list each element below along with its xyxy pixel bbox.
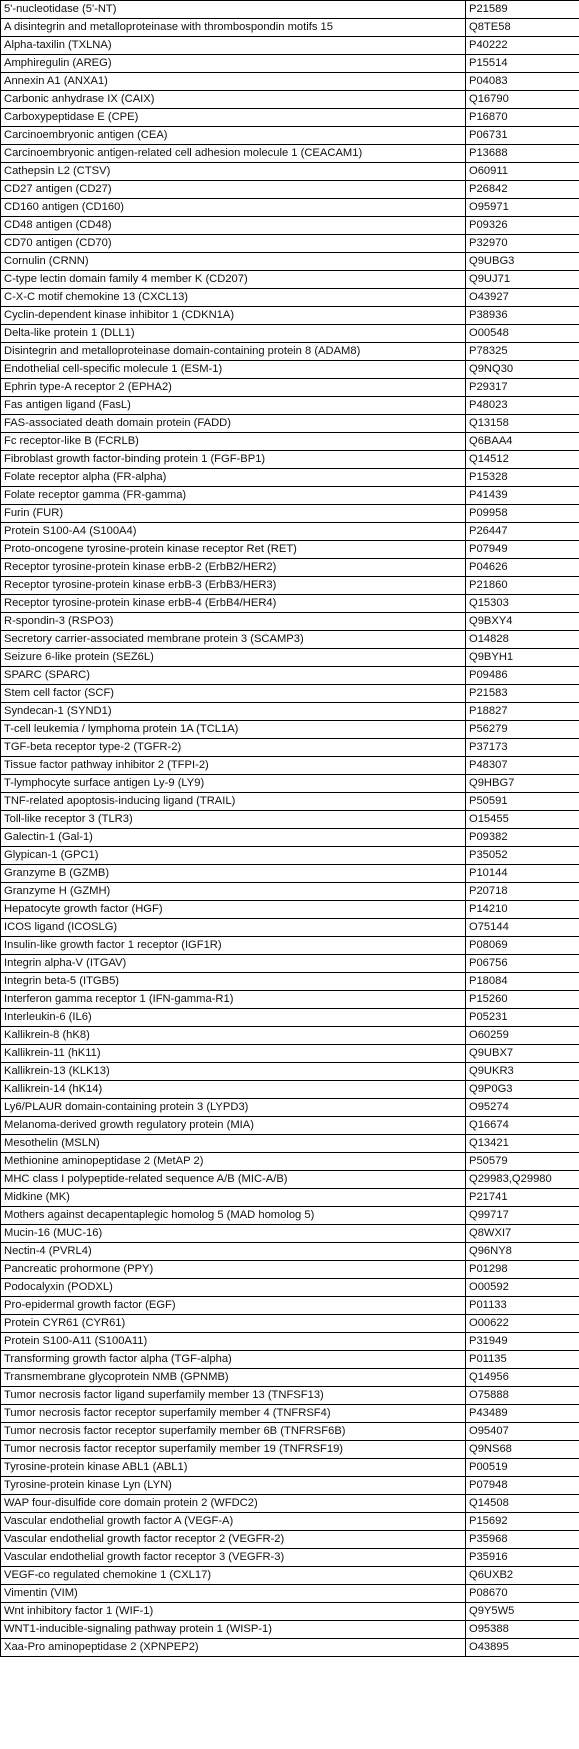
protein-name-cell: Glypican-1 (GPC1) [1, 847, 466, 865]
table-row [1, 847, 579, 865]
protein-name-cell: Nectin-4 (PVRL4) [1, 1243, 466, 1261]
protein-name-cell: Syndecan-1 (SYND1) [1, 703, 466, 721]
protein-name-cell: Transmembrane glycoprotein NMB (GPNMB) [1, 1369, 466, 1387]
table-row [1, 469, 579, 487]
table-row [1, 523, 579, 541]
protein-name-cell: Vascular endothelial growth factor A (VEGF-A) [1, 1513, 466, 1531]
protein-name-cell: Carboxypeptidase E (CPE) [1, 109, 466, 127]
table-row [1, 613, 579, 631]
accession-cell: P09958 [466, 505, 579, 523]
table-row [1, 1423, 579, 1441]
accession-cell: O75888 [466, 1387, 579, 1405]
accession-cell: O14828 [466, 631, 579, 649]
accession-cell: P08069 [466, 937, 579, 955]
accession-cell: O60259 [466, 1027, 579, 1045]
accession-cell: P16870 [466, 109, 579, 127]
accession-cell: P09326 [466, 217, 579, 235]
accession-cell: P07948 [466, 1477, 579, 1495]
protein-name-cell: Integrin beta-5 (ITGB5) [1, 973, 466, 991]
accession-cell: P35916 [466, 1549, 579, 1567]
protein-name-cell: Kallikrein-14 (hK14) [1, 1081, 466, 1099]
protein-name-cell: Tumor necrosis factor ligand superfamily member 13 (TNFSF13) [1, 1387, 466, 1405]
table-row [1, 415, 579, 433]
accession-cell: P48023 [466, 397, 579, 415]
accession-cell: Q9UJ71 [466, 271, 579, 289]
protein-name-cell: WNT1-inducible-signaling pathway protein 1 (WISP-1) [1, 1621, 466, 1639]
table-row [1, 703, 579, 721]
table-row [1, 1585, 579, 1603]
table-row [1, 937, 579, 955]
accession-cell: Q99717 [466, 1207, 579, 1225]
table-row [1, 1135, 579, 1153]
accession-cell: P13688 [466, 145, 579, 163]
protein-name-cell: TGF-beta receptor type-2 (TGFR-2) [1, 739, 466, 757]
protein-name-cell: Ephrin type-A receptor 2 (EPHA2) [1, 379, 466, 397]
protein-name-cell: Cathepsin L2 (CTSV) [1, 163, 466, 181]
protein-name-cell: Pro-epidermal growth factor (EGF) [1, 1297, 466, 1315]
accession-cell: Q8TE58 [466, 19, 579, 37]
accession-cell: Q15303 [466, 595, 579, 613]
table-row [1, 919, 579, 937]
accession-cell: Q6UXB2 [466, 1567, 579, 1585]
accession-cell: P56279 [466, 721, 579, 739]
accession-cell: P06731 [466, 127, 579, 145]
accession-cell: P29317 [466, 379, 579, 397]
accession-cell: P31949 [466, 1333, 579, 1351]
protein-name-cell: Stem cell factor (SCF) [1, 685, 466, 703]
protein-name-cell: 5'-nucleotidase (5'-NT) [1, 1, 466, 19]
table-row [1, 901, 579, 919]
table-row [1, 1549, 579, 1567]
accession-cell: Q9Y5W5 [466, 1603, 579, 1621]
accession-cell: Q14956 [466, 1369, 579, 1387]
accession-cell: P10144 [466, 865, 579, 883]
table-row [1, 1477, 579, 1495]
accession-cell: O43927 [466, 289, 579, 307]
accession-cell: P05231 [466, 1009, 579, 1027]
accession-cell: P38936 [466, 307, 579, 325]
protein-name-cell: Delta-like protein 1 (DLL1) [1, 325, 466, 343]
accession-cell: Q9P0G3 [466, 1081, 579, 1099]
table-row [1, 91, 579, 109]
protein-name-cell: Folate receptor gamma (FR-gamma) [1, 487, 466, 505]
protein-table-body [1, 1, 579, 1657]
protein-name-cell: Granzyme B (GZMB) [1, 865, 466, 883]
table-row [1, 775, 579, 793]
table-row [1, 217, 579, 235]
table-row [1, 433, 579, 451]
table-row [1, 1405, 579, 1423]
protein-name-cell: C-X-C motif chemokine 13 (CXCL13) [1, 289, 466, 307]
protein-name-cell: Ly6/PLAUR domain-containing protein 3 (LYPD3) [1, 1099, 466, 1117]
table-row [1, 505, 579, 523]
protein-name-cell: Granzyme H (GZMH) [1, 883, 466, 901]
accession-cell: P48307 [466, 757, 579, 775]
table-row [1, 1009, 579, 1027]
accession-cell: P15692 [466, 1513, 579, 1531]
protein-name-cell: T-lymphocyte surface antigen Ly-9 (LY9) [1, 775, 466, 793]
accession-cell: O95388 [466, 1621, 579, 1639]
table-row [1, 361, 579, 379]
accession-cell: P20718 [466, 883, 579, 901]
protein-name-cell: Folate receptor alpha (FR-alpha) [1, 469, 466, 487]
table-row [1, 685, 579, 703]
table-row [1, 1567, 579, 1585]
table-row [1, 973, 579, 991]
protein-name-cell: VEGF-co regulated chemokine 1 (CXL17) [1, 1567, 466, 1585]
protein-name-cell: Protein CYR61 (CYR61) [1, 1315, 466, 1333]
table-row [1, 1351, 579, 1369]
protein-name-cell: Tyrosine-protein kinase ABL1 (ABL1) [1, 1459, 466, 1477]
protein-name-cell: Mucin-16 (MUC-16) [1, 1225, 466, 1243]
protein-name-cell: SPARC (SPARC) [1, 667, 466, 685]
protein-name-cell: Fas antigen ligand (FasL) [1, 397, 466, 415]
accession-cell: Q16790 [466, 91, 579, 109]
protein-name-cell: R-spondin-3 (RSPO3) [1, 613, 466, 631]
table-row [1, 235, 579, 253]
accession-cell: Q13158 [466, 415, 579, 433]
table-row [1, 1063, 579, 1081]
accession-cell: P21741 [466, 1189, 579, 1207]
table-row [1, 1081, 579, 1099]
accession-cell: P07949 [466, 541, 579, 559]
protein-name-cell: CD27 antigen (CD27) [1, 181, 466, 199]
accession-cell: P09382 [466, 829, 579, 847]
accession-cell: Q13421 [466, 1135, 579, 1153]
protein-name-cell: Carbonic anhydrase IX (CAIX) [1, 91, 466, 109]
table-row [1, 1459, 579, 1477]
protein-name-cell: Endothelial cell-specific molecule 1 (ESM-1) [1, 361, 466, 379]
accession-cell: P41439 [466, 487, 579, 505]
table-row [1, 1, 579, 19]
table-row [1, 1171, 579, 1189]
protein-name-cell: Proto-oncogene tyrosine-protein kinase receptor Ret (RET) [1, 541, 466, 559]
accession-cell: Q9BXY4 [466, 613, 579, 631]
accession-cell: P08670 [466, 1585, 579, 1603]
table-row [1, 1297, 579, 1315]
table-row [1, 757, 579, 775]
accession-cell: P15514 [466, 55, 579, 73]
protein-name-cell: Cyclin-dependent kinase inhibitor 1 (CDKN1A) [1, 307, 466, 325]
accession-cell: O00592 [466, 1279, 579, 1297]
table-row [1, 595, 579, 613]
accession-cell: O00548 [466, 325, 579, 343]
table-row [1, 1099, 579, 1117]
table-row [1, 829, 579, 847]
protein-name-cell: Furin (FUR) [1, 505, 466, 523]
protein-name-cell: Vimentin (VIM) [1, 1585, 466, 1603]
table-row [1, 289, 579, 307]
accession-cell: Q9UKR3 [466, 1063, 579, 1081]
protein-name-cell: Mesothelin (MSLN) [1, 1135, 466, 1153]
protein-name-cell: Interferon gamma receptor 1 (IFN-gamma-R1) [1, 991, 466, 1009]
accession-cell: P01135 [466, 1351, 579, 1369]
protein-name-cell: TNF-related apoptosis-inducing ligand (TRAIL) [1, 793, 466, 811]
protein-name-cell: Alpha-taxilin (TXLNA) [1, 37, 466, 55]
accession-cell: Q9NQ30 [466, 361, 579, 379]
protein-name-cell: FAS-associated death domain protein (FADD) [1, 415, 466, 433]
accession-cell: Q9NS68 [466, 1441, 579, 1459]
accession-cell: P14210 [466, 901, 579, 919]
accession-cell: P37173 [466, 739, 579, 757]
protein-name-cell: Annexin A1 (ANXA1) [1, 73, 466, 91]
accession-cell: O00622 [466, 1315, 579, 1333]
protein-name-cell: Secretory carrier-associated membrane protein 3 (SCAMP3) [1, 631, 466, 649]
accession-cell: Q14512 [466, 451, 579, 469]
accession-cell: Q14508 [466, 1495, 579, 1513]
table-row [1, 1243, 579, 1261]
table-row [1, 271, 579, 289]
accession-cell: P18827 [466, 703, 579, 721]
protein-name-cell: Protein S100-A11 (S100A11) [1, 1333, 466, 1351]
table-row [1, 145, 579, 163]
protein-name-cell: Galectin-1 (Gal-1) [1, 829, 466, 847]
protein-name-cell: MHC class I polypeptide-related sequence A/B (MIC-A/B) [1, 1171, 466, 1189]
table-row [1, 55, 579, 73]
table-row [1, 1333, 579, 1351]
protein-name-cell: A disintegrin and metalloproteinase with thrombospondin motifs 15 [1, 19, 466, 37]
accession-cell: P18084 [466, 973, 579, 991]
accession-cell: Q8WXI7 [466, 1225, 579, 1243]
table-row [1, 883, 579, 901]
accession-cell: O95407 [466, 1423, 579, 1441]
table-row [1, 181, 579, 199]
table-row [1, 739, 579, 757]
accession-cell: Q6BAA4 [466, 433, 579, 451]
accession-cell: Q9UBG3 [466, 253, 579, 271]
accession-cell: O43895 [466, 1639, 579, 1657]
accession-cell: P15260 [466, 991, 579, 1009]
table-row [1, 1315, 579, 1333]
table-row [1, 1189, 579, 1207]
protein-name-cell: Methionine aminopeptidase 2 (MetAP 2) [1, 1153, 466, 1171]
protein-name-cell: Mothers against decapentaplegic homolog 5 (MAD homolog 5) [1, 1207, 466, 1225]
table-row [1, 1261, 579, 1279]
table-row [1, 1495, 579, 1513]
table-row [1, 1441, 579, 1459]
accession-cell: P26447 [466, 523, 579, 541]
table-row [1, 163, 579, 181]
accession-cell: P40222 [466, 37, 579, 55]
protein-name-cell: Receptor tyrosine-protein kinase erbB-3 (ErbB3/HER3) [1, 577, 466, 595]
protein-name-cell: Wnt inhibitory factor 1 (WIF-1) [1, 1603, 466, 1621]
accession-cell: P43489 [466, 1405, 579, 1423]
table-row [1, 109, 579, 127]
accession-cell: P35968 [466, 1531, 579, 1549]
protein-name-cell: Tumor necrosis factor receptor superfamily member 4 (TNFRSF4) [1, 1405, 466, 1423]
table-row [1, 199, 579, 217]
accession-cell: Q9UBX7 [466, 1045, 579, 1063]
protein-name-cell: Tyrosine-protein kinase Lyn (LYN) [1, 1477, 466, 1495]
protein-name-cell: Hepatocyte growth factor (HGF) [1, 901, 466, 919]
table-row [1, 1639, 579, 1657]
table-row [1, 1027, 579, 1045]
accession-cell: O15455 [466, 811, 579, 829]
protein-name-cell: Integrin alpha-V (ITGAV) [1, 955, 466, 973]
table-row [1, 325, 579, 343]
table-row [1, 541, 579, 559]
protein-name-cell: Disintegrin and metalloproteinase domain-containing protein 8 (ADAM8) [1, 343, 466, 361]
table-row [1, 1153, 579, 1171]
table-row [1, 379, 579, 397]
table-row [1, 1207, 579, 1225]
table-row [1, 1279, 579, 1297]
table-row [1, 991, 579, 1009]
accession-cell: O60911 [466, 163, 579, 181]
accession-cell: Q16674 [466, 1117, 579, 1135]
protein-name-cell: Vascular endothelial growth factor receptor 2 (VEGFR-2) [1, 1531, 466, 1549]
table-row [1, 487, 579, 505]
protein-name-cell: Xaa-Pro aminopeptidase 2 (XPNPEP2) [1, 1639, 466, 1657]
table-row [1, 667, 579, 685]
table-row [1, 253, 579, 271]
table-row [1, 127, 579, 145]
table-row [1, 1513, 579, 1531]
accession-cell: P04083 [466, 73, 579, 91]
table-row [1, 955, 579, 973]
protein-name-cell: Interleukin-6 (IL6) [1, 1009, 466, 1027]
protein-name-cell: Kallikrein-8 (hK8) [1, 1027, 466, 1045]
protein-name-cell: Fibroblast growth factor-binding protein 1 (FGF-BP1) [1, 451, 466, 469]
protein-name-cell: Pancreatic prohormone (PPY) [1, 1261, 466, 1279]
table-row [1, 1045, 579, 1063]
protein-name-cell: Melanoma-derived growth regulatory protein (MIA) [1, 1117, 466, 1135]
accession-cell: P50579 [466, 1153, 579, 1171]
accession-cell: P06756 [466, 955, 579, 973]
accession-cell: P35052 [466, 847, 579, 865]
protein-name-cell: Tumor necrosis factor receptor superfamily member 19 (TNFRSF19) [1, 1441, 466, 1459]
protein-name-cell: T-cell leukemia / lymphoma protein 1A (TCL1A) [1, 721, 466, 739]
table-row [1, 19, 579, 37]
table-row [1, 307, 579, 325]
protein-name-cell: Seizure 6-like protein (SEZ6L) [1, 649, 466, 667]
accession-cell: P04626 [466, 559, 579, 577]
protein-name-cell: Tumor necrosis factor receptor superfamily member 6B (TNFRSF6B) [1, 1423, 466, 1441]
accession-cell: Q9BYH1 [466, 649, 579, 667]
protein-name-cell: Carcinoembryonic antigen-related cell adhesion molecule 1 (CEACAM1) [1, 145, 466, 163]
table-row [1, 1621, 579, 1639]
protein-name-cell: Transforming growth factor alpha (TGF-alpha) [1, 1351, 466, 1369]
table-row [1, 1117, 579, 1135]
protein-name-cell: Midkine (MK) [1, 1189, 466, 1207]
table-row [1, 1225, 579, 1243]
accession-cell: O75144 [466, 919, 579, 937]
accession-cell: P09486 [466, 667, 579, 685]
accession-cell: P01298 [466, 1261, 579, 1279]
protein-name-cell: CD160 antigen (CD160) [1, 199, 466, 217]
accession-cell: Q29983,Q29980 [466, 1171, 579, 1189]
accession-cell: Q9HBG7 [466, 775, 579, 793]
table-row [1, 631, 579, 649]
table-row [1, 559, 579, 577]
table-row [1, 721, 579, 739]
accession-cell: P15328 [466, 469, 579, 487]
accession-cell: P78325 [466, 343, 579, 361]
protein-name-cell: Amphiregulin (AREG) [1, 55, 466, 73]
protein-name-cell: CD48 antigen (CD48) [1, 217, 466, 235]
accession-cell: P50591 [466, 793, 579, 811]
protein-name-cell: Toll-like receptor 3 (TLR3) [1, 811, 466, 829]
protein-name-cell: Cornulin (CRNN) [1, 253, 466, 271]
table-row [1, 1369, 579, 1387]
table-row [1, 343, 579, 361]
table-row [1, 811, 579, 829]
accession-cell: O95971 [466, 199, 579, 217]
protein-name-cell: ICOS ligand (ICOSLG) [1, 919, 466, 937]
table-row [1, 1531, 579, 1549]
accession-cell: P26842 [466, 181, 579, 199]
protein-name-cell: Kallikrein-13 (KLK13) [1, 1063, 466, 1081]
table-row [1, 793, 579, 811]
protein-name-cell: C-type lectin domain family 4 member K (CD207) [1, 271, 466, 289]
protein-name-cell: Vascular endothelial growth factor receptor 3 (VEGFR-3) [1, 1549, 466, 1567]
accession-cell: O95274 [466, 1099, 579, 1117]
table-row [1, 451, 579, 469]
protein-name-cell: CD70 antigen (CD70) [1, 235, 466, 253]
accession-cell: P21589 [466, 1, 579, 19]
protein-name-cell: Insulin-like growth factor 1 receptor (IGF1R) [1, 937, 466, 955]
table-row [1, 37, 579, 55]
protein-name-cell: Receptor tyrosine-protein kinase erbB-4 (ErbB4/HER4) [1, 595, 466, 613]
accession-cell: P00519 [466, 1459, 579, 1477]
protein-name-cell: Receptor tyrosine-protein kinase erbB-2 (ErbB2/HER2) [1, 559, 466, 577]
table-row [1, 397, 579, 415]
table-row [1, 865, 579, 883]
table-row [1, 577, 579, 595]
accession-cell: P01133 [466, 1297, 579, 1315]
accession-cell: Q96NY8 [466, 1243, 579, 1261]
table-row [1, 73, 579, 91]
table-row [1, 1603, 579, 1621]
protein-name-cell: Podocalyxin (PODXL) [1, 1279, 466, 1297]
protein-name-cell: Tissue factor pathway inhibitor 2 (TFPI-2) [1, 757, 466, 775]
table-row [1, 1387, 579, 1405]
accession-cell: P21860 [466, 577, 579, 595]
protein-name-cell: Protein S100-A4 (S100A4) [1, 523, 466, 541]
protein-name-cell: Kallikrein-11 (hK11) [1, 1045, 466, 1063]
protein-name-cell: Carcinoembryonic antigen (CEA) [1, 127, 466, 145]
accession-cell: P21583 [466, 685, 579, 703]
accession-cell: P32970 [466, 235, 579, 253]
protein-name-cell: Fc receptor-like B (FCRLB) [1, 433, 466, 451]
protein-name-cell: WAP four-disulfide core domain protein 2 (WFDC2) [1, 1495, 466, 1513]
table-row [1, 649, 579, 667]
